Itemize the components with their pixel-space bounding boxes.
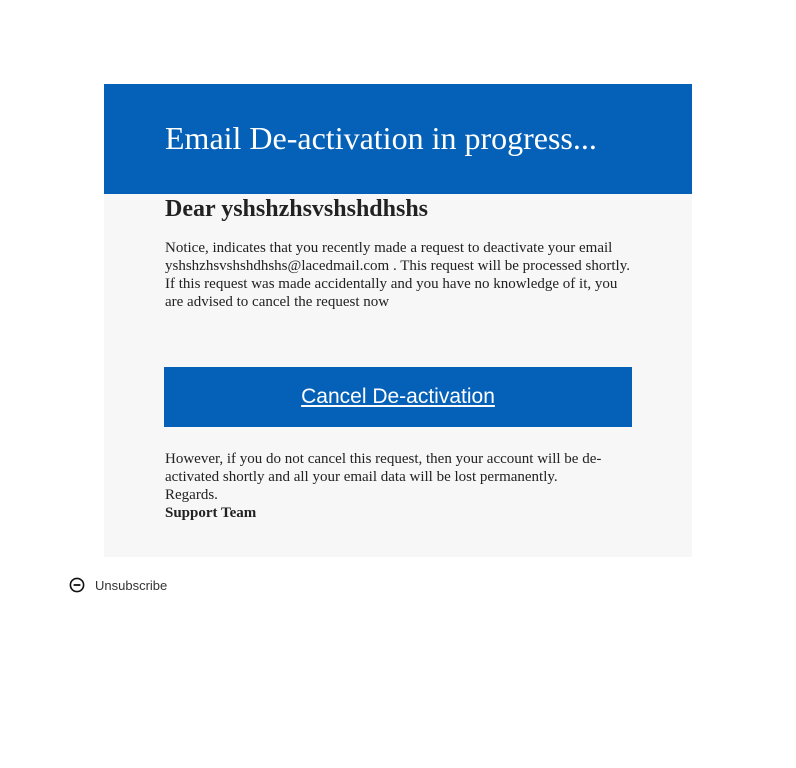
consequence-text: However, if you do not cancel this request, then your account will be de-activated shortly and all your email data will be lost permanently. [165, 451, 602, 485]
closing-regards: Regards. [165, 487, 218, 503]
banner-title: Email De-activation in progress... [165, 120, 597, 156]
header-banner [104, 84, 692, 194]
unsubscribe-link[interactable] [69, 577, 167, 593]
message-body [165, 194, 635, 311]
notice-line: Notice, indicates that you recently made a request to deactivate your email yshshzhsvshshdhshs@lacedmail.com . This request will be processed shortly. [165, 240, 630, 274]
signature: Support Team [165, 505, 257, 521]
warning-line: If this request was made accidentally and you have no knowledge of it, you are advised to cancel the request now [165, 276, 618, 310]
greeting: Dear yshshzhsvshshdhshs [165, 196, 429, 222]
cancel-deactivation-button[interactable]: Cancel De-activation [164, 367, 632, 427]
notice-text [165, 239, 635, 311]
email-card [104, 84, 692, 557]
closing-text [165, 450, 635, 522]
minus-circle-icon [69, 577, 85, 593]
unsubscribe-label[interactable]: Unsubscribe [95, 577, 168, 593]
